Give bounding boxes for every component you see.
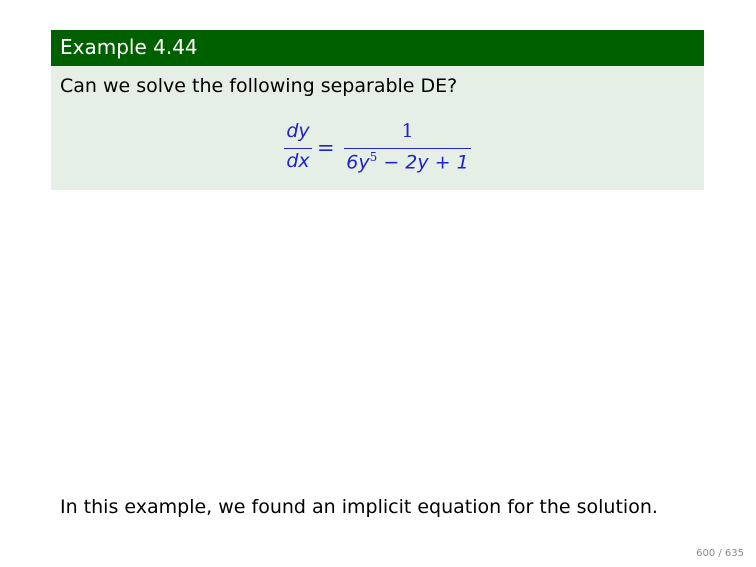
- lhs-fraction-bar: [284, 148, 312, 149]
- lhs-denominator: dx: [286, 150, 310, 172]
- equals-sign: =: [317, 136, 335, 160]
- rhs-denominator-suffix: − 2y + 1: [377, 151, 469, 174]
- page-number: 600 / 635: [696, 548, 744, 559]
- differential-equation: [284, 120, 474, 176]
- rhs-fraction: [344, 120, 471, 176]
- rhs-fraction-bar: [344, 148, 471, 149]
- example-question: Can we solve the following separable DE?: [60, 75, 458, 97]
- rhs-numerator: 1: [401, 120, 414, 142]
- lhs-fraction: [284, 120, 312, 176]
- example-title: Example 4.44: [51, 30, 704, 66]
- example-body: [51, 66, 704, 190]
- conclusion-text: In this example, we found an implicit equation for the solution.: [60, 496, 658, 518]
- rhs-denominator-prefix: 6y: [346, 151, 370, 174]
- lhs-numerator: dy: [286, 120, 310, 142]
- rhs-denominator: [344, 150, 471, 173]
- example-block: [51, 30, 704, 190]
- rhs-denominator-exponent: 5: [369, 150, 378, 164]
